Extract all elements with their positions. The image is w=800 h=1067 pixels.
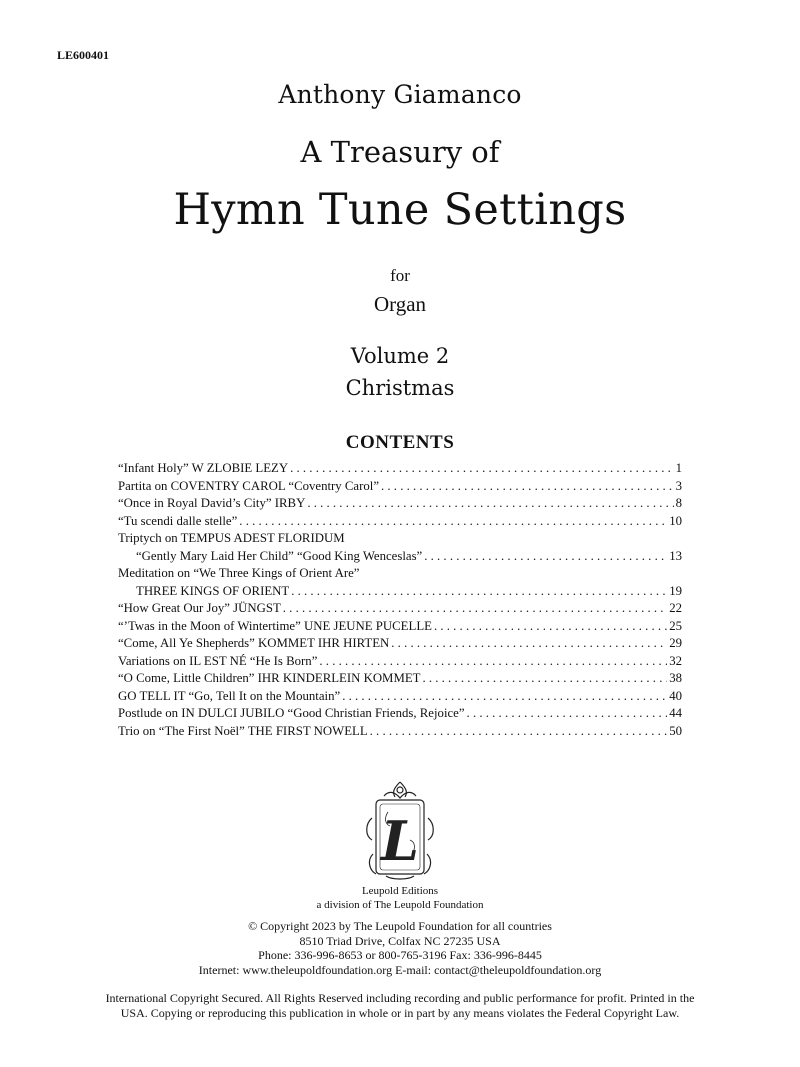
toc-entry — [118, 495, 682, 513]
toc-entry-page: 40 — [669, 688, 682, 703]
toc-entry — [118, 530, 682, 548]
toc-entry-page: 25 — [669, 618, 682, 633]
toc-entry-title: Trio on “The First Noël” THE FIRST NOWELL — [118, 723, 368, 738]
phone-line: Phone: 336-996-8653 or 800-765-3196 Fax: 336-996-8445 — [258, 948, 542, 962]
address-line: 8510 Triad Drive, Colfax NC 27235 USA — [299, 933, 501, 948]
leupold-logo-icon — [359, 778, 441, 882]
toc-entry-page: 10 — [669, 513, 682, 528]
toc-entry-title: “Once in Royal David’s City” IRBY — [118, 496, 306, 510]
toc-entry-title: Meditation on “We Three Kings of Orient Are” — [118, 566, 360, 580]
toc-entry-title: Variations on IL EST NÉ “He Is Born” — [118, 653, 318, 668]
subtitle: A Treasury of — [300, 135, 500, 169]
toc-entry — [118, 548, 682, 566]
toc-entry-title: “Tu scendi dalle stelle” — [118, 513, 238, 528]
instrument-label: Organ — [373, 292, 427, 316]
toc-leader-dots — [342, 688, 667, 706]
toc-entry-title: “O Come, Little Children” IHR KINDERLEIN KOMMET — [118, 671, 421, 685]
publisher-name: Leupold Editions — [361, 885, 439, 897]
toc-entry — [118, 723, 682, 741]
volume-label: Volume 2 — [350, 344, 450, 368]
toc-leader-dots — [370, 723, 668, 741]
toc-entry-title: “Infant Holy” W ZLOBIE LEZY — [118, 461, 289, 475]
toc-entry-page: 3 — [675, 478, 682, 493]
toc-entry-title: GO TELL IT “Go, Tell It on the Mountain” — [118, 688, 341, 703]
toc-entry-title: THREE KINGS OF ORIENT — [136, 583, 290, 598]
toc-entry — [118, 513, 682, 531]
page-title: Hymn Tune Settings — [173, 185, 627, 235]
toc-entry-title: “How Great Our Joy” JÜNGST — [118, 601, 281, 615]
toc-leader-dots — [422, 670, 667, 688]
legal-notice: International Copyright Secured. All Rights Reserved including recording and public performance for profit. Printed in the USA. Copying or reproducing this publication in whole or in part by any means violates the Federal Copyright Law. — [105, 991, 695, 1020]
toc-entry — [118, 635, 682, 653]
toc-entry-page: 22 — [669, 601, 682, 615]
copyright-block — [0, 919, 800, 977]
toc-entry — [118, 460, 682, 478]
copyright-line: © Copyright 2023 by The Leupold Foundation for all countries — [248, 919, 552, 933]
for-label: for — [390, 266, 410, 285]
toc-entry — [118, 688, 682, 706]
toc-entry-page: 50 — [669, 723, 682, 738]
internet-line: Internet: www.theleupoldfoundation.org E-mail: contact@theleupoldfoundation.org — [198, 962, 602, 977]
toc-leader-dots — [467, 705, 668, 723]
toc-entry-page: 1 — [675, 461, 682, 475]
toc-entry-title: Postlude on IN DULCI JUBILO “Good Christian Friends, Rejoice” — [118, 706, 465, 720]
toc-entry-title: Partita on COVENTRY CAROL “Coventry Carol” — [118, 478, 379, 493]
toc-leader-dots — [381, 478, 674, 496]
toc-leader-dots — [307, 495, 673, 513]
toc-entry-page: 19 — [669, 583, 682, 598]
toc-entry — [118, 583, 682, 601]
table-of-contents — [118, 460, 682, 740]
toc-entry — [118, 600, 682, 618]
toc-leader-dots — [319, 653, 667, 671]
toc-leader-dots — [391, 635, 667, 653]
toc-leader-dots — [424, 548, 667, 566]
toc-entry-title: “’Twas in the Moon of Wintertime” UNE JEUNE PUCELLE — [118, 618, 432, 633]
toc-entry — [118, 653, 682, 671]
contents-heading: CONTENTS — [345, 432, 455, 453]
toc-entry-page: 13 — [669, 548, 682, 563]
toc-leader-dots — [283, 600, 667, 618]
toc-entry-page: 44 — [669, 706, 682, 720]
toc-leader-dots — [290, 460, 673, 478]
toc-leader-dots — [434, 618, 667, 636]
toc-entry — [118, 478, 682, 496]
toc-entry-page: 32 — [669, 653, 682, 668]
toc-entry-title: “Gently Mary Laid Her Child” “Good King Wenceslas” — [136, 548, 423, 563]
season-label: Christmas — [345, 376, 455, 400]
toc-entry — [118, 565, 682, 583]
logo-letter: L — [381, 809, 419, 873]
publisher-division: a division of The Leupold Foundation — [316, 899, 484, 911]
toc-leader-dots — [239, 513, 667, 531]
toc-entry-title: “Come, All Ye Shepherds” KOMMET IHR HIRTEN — [118, 636, 390, 650]
toc-entry — [118, 618, 682, 636]
toc-entry-page: 29 — [669, 636, 682, 650]
toc-entry-page: 38 — [669, 671, 682, 685]
toc-entry — [118, 670, 682, 688]
composer-name: Anthony Giamanco — [278, 80, 522, 109]
toc-entry-title: Triptych on TEMPUS ADEST FLORIDUM — [118, 531, 345, 545]
toc-entry — [118, 705, 682, 723]
catalog-number: LE600401 — [57, 48, 110, 62]
toc-leader-dots — [291, 583, 667, 601]
publisher-block — [0, 884, 800, 912]
toc-entry-page: 8 — [675, 496, 682, 510]
